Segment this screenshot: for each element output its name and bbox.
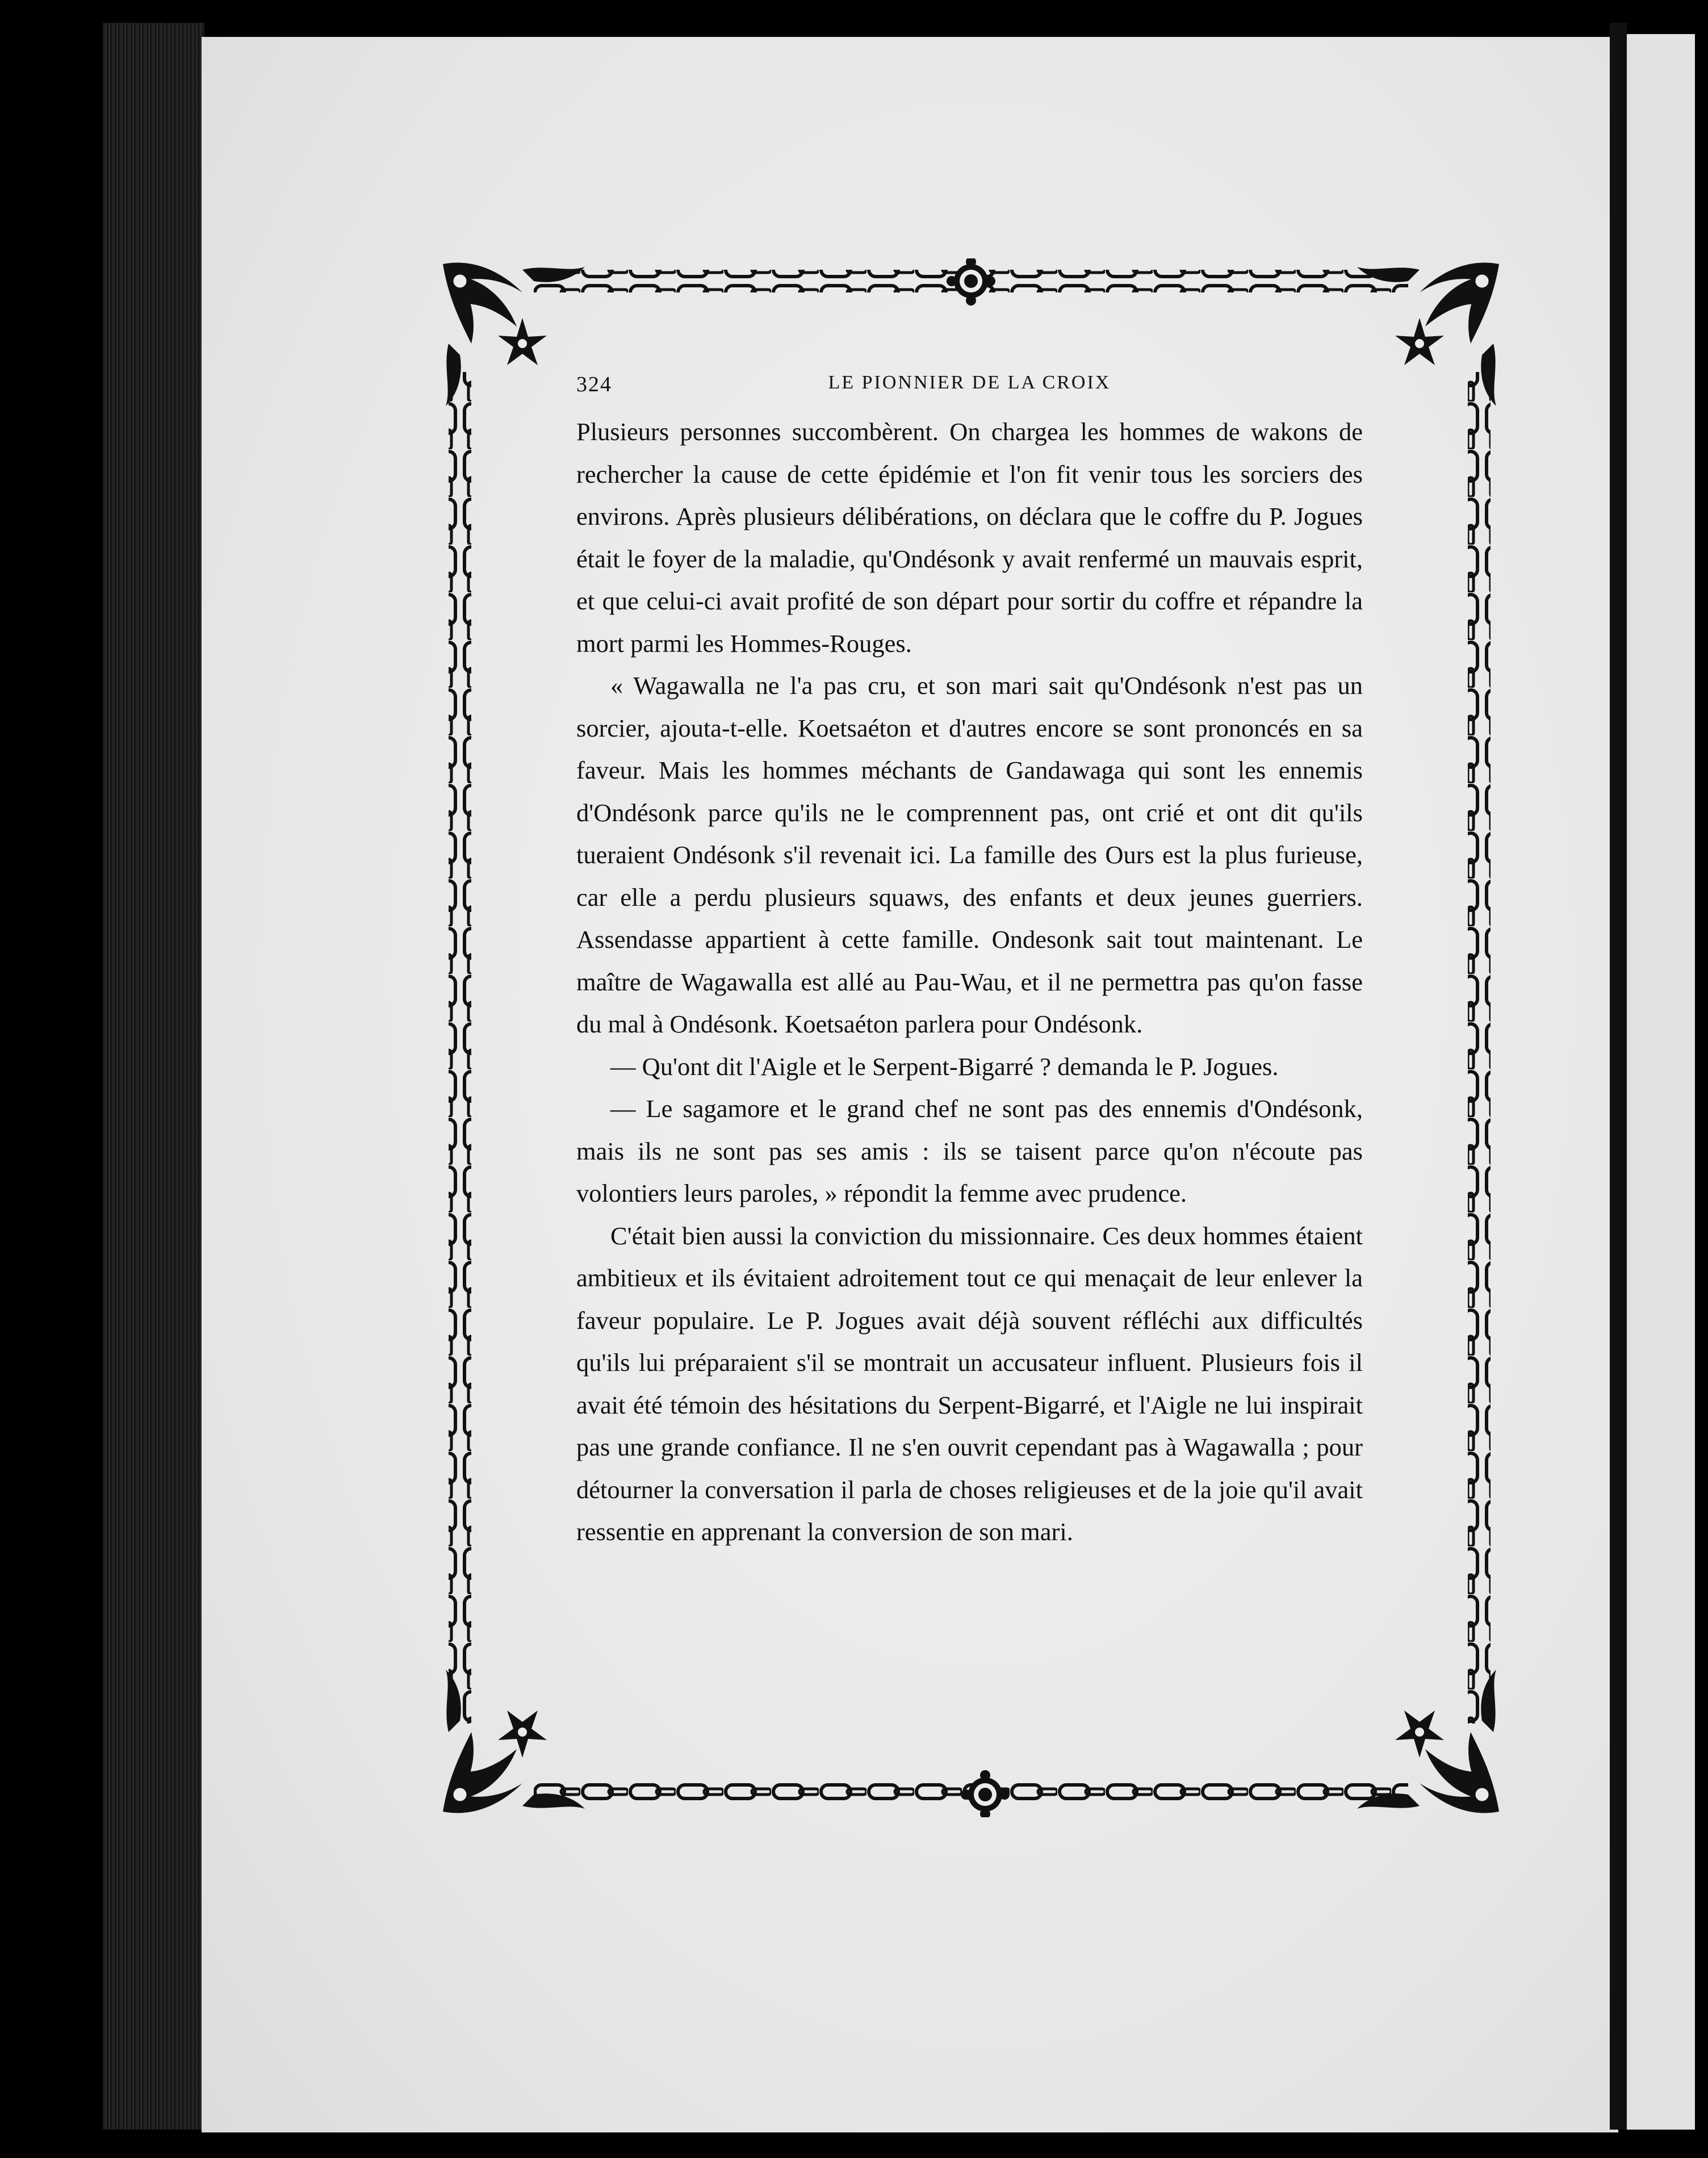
page-content xyxy=(576,372,1363,1553)
paragraph: Plusieurs personnes succombèrent. On chargea les hommes de wakons de rechercher la cause de cette épidémie et l'on fit venir tous les sorciers des environs. Après plusieurs délibérations, on déclara que le coffre du P. Jogues était le foyer de la maladie, qu'Ondésonk y avait renfermé un mauvais esprit, et que celui-ci avait profité de son départ pour sortir du coffre et répandre la mort parmi les Hommes-Rouges. xyxy=(576,417,1363,658)
page-number: 324 xyxy=(576,373,612,396)
facing-page-sliver xyxy=(1627,34,1695,2130)
paragraph: — Qu'ont dit l'Aigle et le Serpent-Bigarré ? demanda le P. Jogues. xyxy=(610,1052,1279,1081)
body-text xyxy=(576,411,1363,1553)
paragraph: — Le sagamore et le grand chef ne sont pas des ennemis d'Ondésonk, mais ils ne sont pas ses amis : ils se taisent parce qu'on n'écoute pas volontiers leurs paroles, » répondit la femme avec prudence. xyxy=(576,1094,1363,1207)
paragraph: C'était bien aussi la conviction du missionnaire. Ces deux hommes étaient ambitieux et ils évitaient adroitement tout ce qui menaçait de leur enlever la faveur populaire. Le P. Jogues avait déjà souvent réfléchi aux difficultés qu'ils lui préparaient s'il se montrait un accusateur influent. Plusieurs fois il avait été témoin des hésitations du Serpent-Bigarré, et l'Aigle ne lui inspirait pas une grande confiance. Il ne s'en ouvrit cependant pas à Wagawalla ; pour détourner la conversation il parla de choses religieuses et de la joie qu'il avait ressentie en apprenant la conversion de son mari. xyxy=(576,1221,1363,1546)
book-page-edges xyxy=(102,23,204,2130)
book-gutter xyxy=(1610,23,1627,2130)
paragraph: « Wagawalla ne l'a pas cru, et son mari sait qu'Ondésonk n'est pas un sorcier, ajouta-t-elle. Koetsaéton et d'autres encore se sont prononcés en sa faveur. Mais les hommes méchants de Gandawaga qui sont les ennemis d'Ondésonk parce qu'ils ne le comprennent pas, ont crié et ont dit qu'ils tueraient Ondésonk s'il revenait ici. La famille des Ours est la plus furieuse, car elle a perdu plusieurs squaws, des enfants et deux jeunes guerriers. Assendasse appartient à cette famille. Ondesonk sait tout maintenant. Le maître de Wagawalla est allé au Pau-Wau, et il ne permettra pas qu'on fasse du mal à Ondésonk. Koetsaéton parlera pour Ondésonk. xyxy=(576,671,1363,1038)
ornamental-frame xyxy=(437,258,1505,1817)
running-head xyxy=(576,372,1363,406)
running-head-title: LE PIONNIER DE LA CROIX xyxy=(828,372,1111,393)
